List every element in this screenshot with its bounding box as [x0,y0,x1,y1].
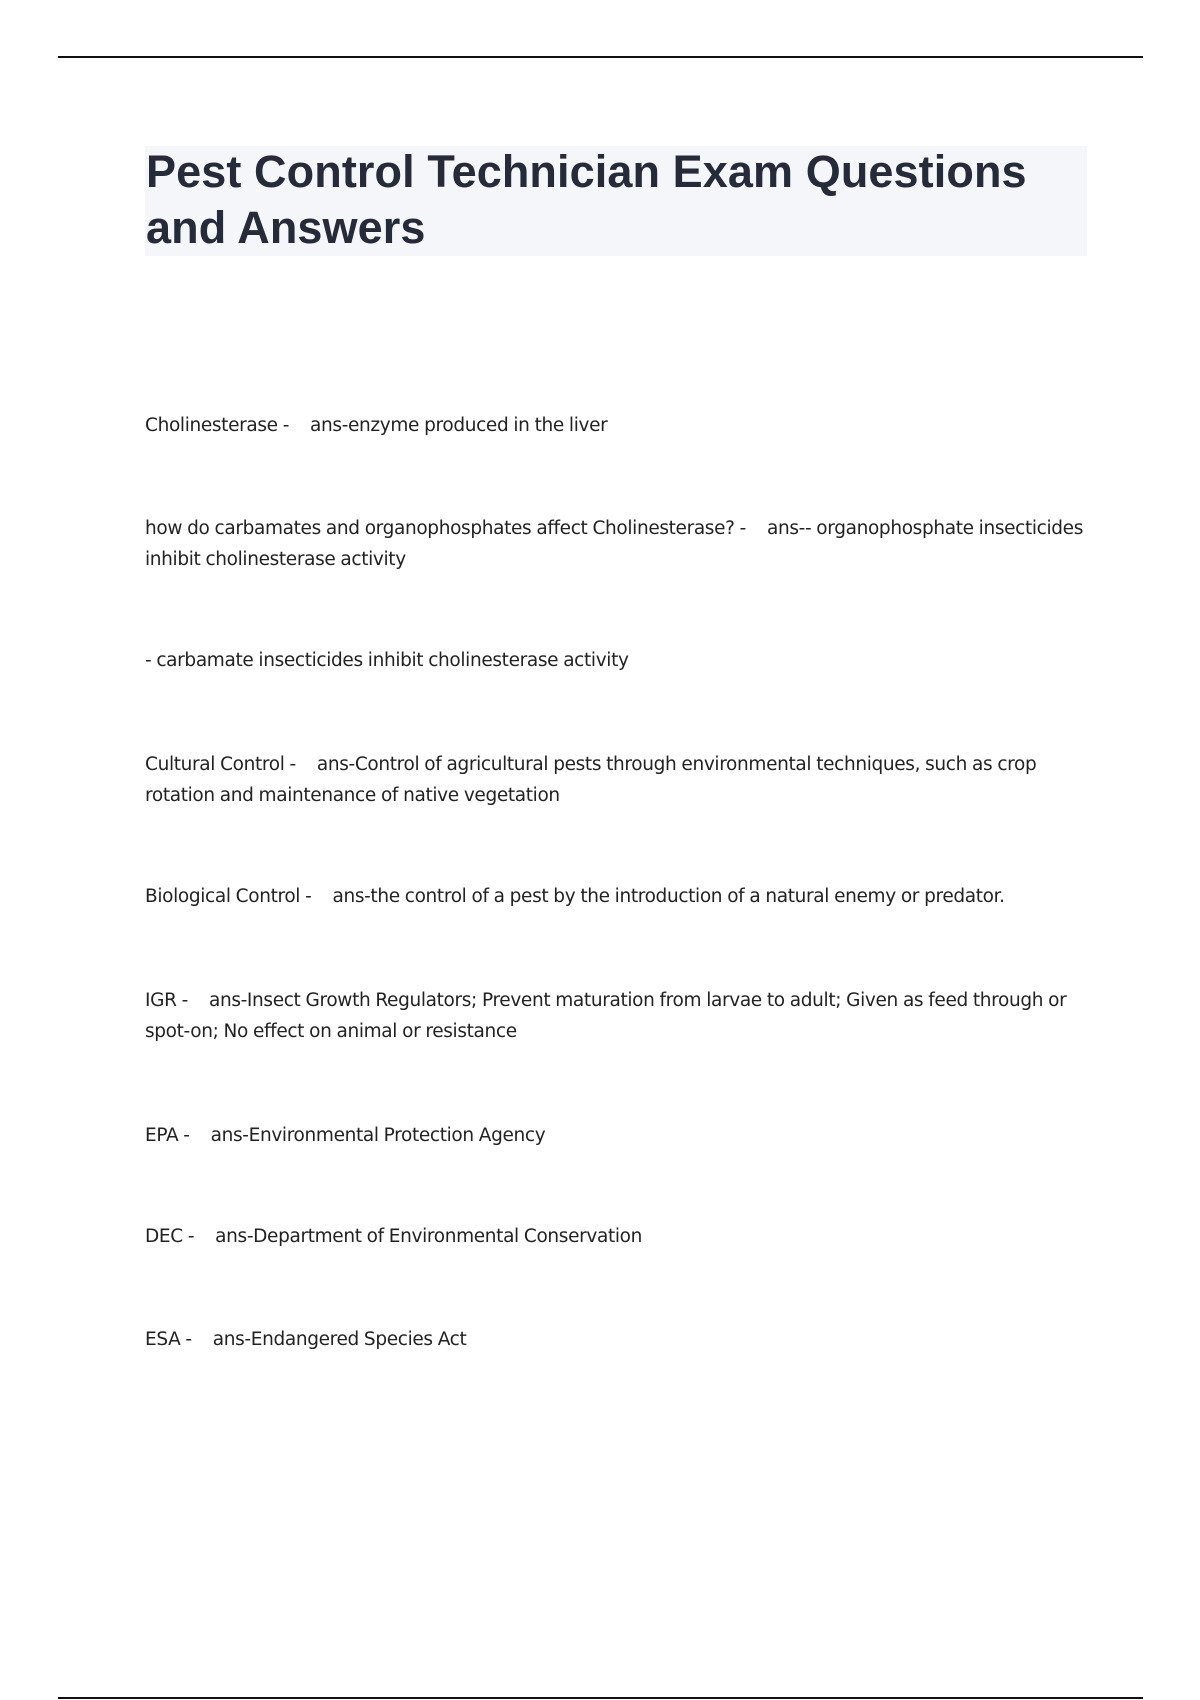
answer: ans-Environmental Protection Agency [210,1125,546,1146]
qa-entry-carbamates [145,513,1085,575]
page-title: Pest Control Technician Exam Questions and Answers [146,146,1027,253]
question: EPA - [145,1125,190,1146]
answer: ans-- organophosphate insecticides inhibit cholinesterase activity [145,518,1083,570]
qa-entry-epa [145,1120,1085,1151]
question: Biological Control - [145,886,312,907]
answer: ans-enzyme produced in the liver [310,415,608,436]
qa-entry-dec [145,1221,1085,1252]
qa-entry-biological-control [145,881,1085,912]
question: Cultural Control - [145,754,296,775]
question: ESA - [145,1329,192,1350]
footer-rule [58,1697,1143,1699]
qa-entry-carbamate-continuation [145,645,1085,676]
question: how do carbamates and organophosphates affect Cholinesterase? - [145,518,746,539]
question: DEC - [145,1226,195,1247]
answer: ans-Insect Growth Regulators; Prevent maturation from larvae to adult; Given as feed through or spot-on; No effect on animal or resistance [145,990,1067,1042]
qa-entry-igr [145,985,1085,1047]
header-rule [58,56,1143,58]
answer: ans-the control of a pest by the introduction of a natural enemy or predator. [332,886,1005,907]
qa-entry-cultural-control [145,749,1085,811]
answer: ans-Endangered Species Act [212,1329,467,1350]
answer: ans-Control of agricultural pests through environmental techniques, such as crop rotation and maintenance of native vegetation [145,754,1037,806]
qa-entry-esa [145,1324,1085,1355]
qa-entry-cholinesterase [145,410,1085,441]
question: Cholinesterase - [145,415,290,436]
question: IGR - [145,990,188,1011]
answer: - carbamate insecticides inhibit cholinesterase activity [145,650,629,671]
answer: ans-Department of Environmental Conservation [215,1226,642,1247]
